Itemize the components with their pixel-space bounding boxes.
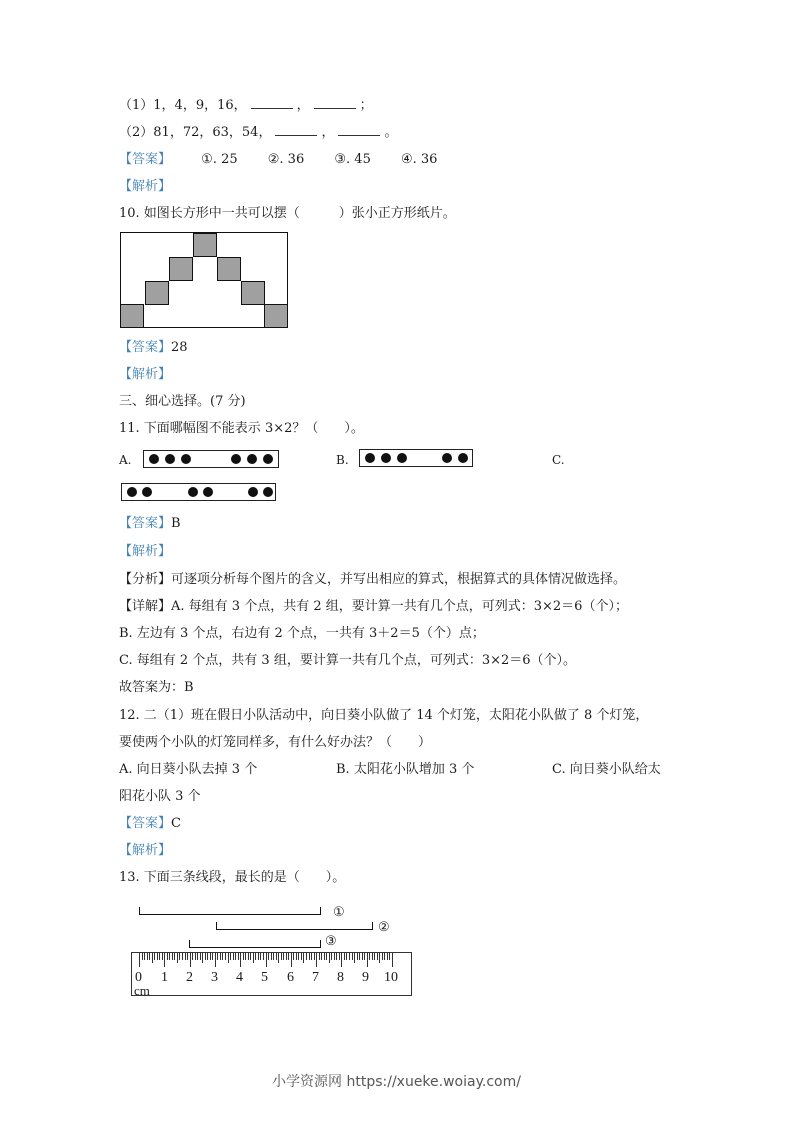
- ruler-tick: [382, 953, 383, 960]
- ruler-tick: [167, 953, 168, 960]
- ruler-number: 9: [362, 970, 369, 985]
- q11-fenxi: [119, 572, 626, 588]
- analysis-label: 【解析】: [119, 544, 172, 559]
- q11-xiangjie-c: C. 每组有 2 个点，共有 3 组，要计算一共有几个点，可列式：3×2＝6（个）。: [119, 653, 577, 668]
- ruler-tick: [359, 953, 360, 960]
- analysis-label: 【解析】: [119, 367, 172, 382]
- ruler-tick: [235, 953, 236, 960]
- ruler-number: 7: [312, 970, 319, 985]
- ruler-tick: [387, 953, 388, 960]
- q12-option-c-cont: 阳花小队 3 个: [119, 789, 201, 804]
- ruler-number: 0: [135, 970, 142, 985]
- q11-question: 11. 下面哪幅图不能表示 3×2？（ ）。: [119, 421, 364, 436]
- answer-value: B: [171, 516, 181, 531]
- ruler-tick: [276, 953, 277, 960]
- ruler-tick: [248, 953, 249, 960]
- dot: [263, 487, 273, 497]
- footer-watermark: 小学资源网 https://xueke.woiay.com/: [272, 1074, 521, 1090]
- q12-option-a: A. 向日葵小队去掉 3 个: [119, 762, 258, 777]
- shaded-square: [264, 304, 288, 328]
- q11-xiangjie-a: [119, 599, 628, 615]
- ruler-tick: [303, 953, 304, 963]
- ruler-tick: [296, 953, 297, 960]
- ruler-tick: [162, 953, 163, 960]
- ruler-tick: [369, 953, 370, 960]
- ruler-tick: [258, 953, 259, 960]
- answer-item: ①. 25: [201, 152, 238, 167]
- ruler-tick: [319, 953, 320, 960]
- q12-option-c: C. 向日葵小队给太: [552, 762, 661, 777]
- ruler-tick: [266, 953, 267, 967]
- q13-question: 13. 下面三条线段，最长的是（ ）。: [119, 870, 346, 885]
- ruler-tick: [192, 953, 193, 960]
- dot: [188, 487, 198, 497]
- ruler-tick: [185, 953, 186, 960]
- dot: [397, 453, 407, 463]
- ruler-tick: [372, 953, 373, 960]
- segment-1: [139, 907, 321, 915]
- analysis-label: 【解析】: [119, 843, 172, 858]
- ruler-tick: [243, 953, 244, 960]
- ruler-tick: [228, 953, 229, 963]
- ruler-tick: [217, 953, 218, 960]
- ruler-number: 6: [287, 970, 294, 985]
- ruler-tick: [253, 953, 254, 963]
- ruler-tick: [152, 953, 153, 963]
- ruler-tick: [281, 953, 282, 960]
- answer-label: 【答案】: [119, 816, 172, 831]
- ruler-tick: [271, 953, 272, 960]
- ruler-tick: [346, 953, 347, 960]
- dot: [365, 453, 375, 463]
- ruler-tick: [344, 953, 345, 960]
- ruler-tick: [139, 953, 140, 967]
- q9-line1: [119, 98, 373, 114]
- segment-1-label: ①: [333, 905, 345, 920]
- ruler-tick: [392, 953, 393, 967]
- answer-blank[interactable]: [251, 98, 293, 109]
- ruler-tick: [301, 953, 302, 960]
- ruler-tick: [190, 953, 191, 967]
- ruler-tick: [207, 953, 208, 960]
- ruler-tick: [334, 953, 335, 960]
- ruler-tick: [336, 953, 337, 960]
- ruler-tick: [195, 953, 196, 960]
- ruler-tick: [172, 953, 173, 960]
- segment-3: [189, 940, 321, 948]
- ruler-tick: [144, 953, 145, 960]
- answer-item: ④. 36: [400, 152, 438, 167]
- ruler-tick: [377, 953, 378, 960]
- ruler-number: 1: [161, 970, 168, 985]
- ruler-unit: cm: [134, 983, 150, 998]
- ruler-tick: [316, 953, 317, 967]
- separator: ，: [296, 98, 310, 113]
- ruler-tick: [154, 953, 155, 960]
- ruler-tick: [187, 953, 188, 960]
- ruler-tick: [389, 953, 390, 960]
- ruler-tick: [339, 953, 340, 960]
- dot: [263, 454, 273, 464]
- ruler-number: 8: [337, 970, 344, 985]
- q11-conclusion: 故答案为：B: [119, 680, 194, 695]
- ruler-tick: [164, 953, 165, 967]
- ruler-tick: [197, 953, 198, 960]
- answer-label: 【答案】: [119, 340, 172, 355]
- ruler-tick: [250, 953, 251, 960]
- ruler-tick: [384, 953, 385, 960]
- option-c-dots: [121, 483, 276, 501]
- q11-xiangjie-b: B. 左边有 3 个点，右边有 2 个点，一共有 3＋2＝5（个）点；: [119, 626, 485, 641]
- ruler-tick: [230, 953, 231, 960]
- shaded-square: [145, 281, 169, 305]
- dot: [458, 453, 468, 463]
- ruler-tick: [283, 953, 284, 960]
- xiangjie-a-text: A. 每组有 3 个点，共有 2 组，要计算一共有几个点，可列式：3×2＝6（个）；: [171, 599, 628, 614]
- ruler-tick: [273, 953, 274, 960]
- dot: [442, 453, 452, 463]
- ruler-tick: [169, 953, 170, 960]
- ruler-tick: [222, 953, 223, 960]
- ruler-tick: [326, 953, 327, 960]
- ruler-number: 3: [211, 970, 218, 985]
- q9-line2: [119, 125, 397, 141]
- dot: [181, 454, 191, 464]
- analysis-label: 【解析】: [119, 179, 172, 194]
- ruler-number: 10: [384, 970, 398, 985]
- ruler-tick: [293, 953, 294, 960]
- option-b-letter: B.: [336, 453, 349, 467]
- ruler-tick: [210, 953, 211, 960]
- ruler-tick: [288, 953, 289, 960]
- option-b-dots: [359, 449, 473, 467]
- option-c-letter: C.: [552, 453, 565, 467]
- q9-line2-text: （2）81，72，63，54，: [119, 125, 272, 140]
- ruler-tick: [309, 953, 310, 960]
- dot: [127, 487, 137, 497]
- ruler-tick: [321, 953, 322, 960]
- ruler-tick: [362, 953, 363, 960]
- answer-value: C: [171, 816, 181, 831]
- separator: ，: [321, 125, 335, 140]
- q10-question: 10. 如图长方形中一共可以摆（ ）张小正方形纸片。: [119, 206, 456, 221]
- fenxi-text: 可逐项分析每个图片的含义，并写出相应的算式，根据算式的具体情况做选择。: [171, 572, 627, 587]
- ruler-tick: [324, 953, 325, 960]
- ruler-tick: [311, 953, 312, 960]
- ruler-tick: [147, 953, 148, 960]
- segment-2-label: ②: [378, 920, 390, 935]
- q9-line1-text: （1）1，4，9，16，: [119, 98, 247, 113]
- ruler-tick: [331, 953, 332, 960]
- ruler-tick: [149, 953, 150, 960]
- dot: [165, 454, 175, 464]
- ruler-tick: [314, 953, 315, 960]
- ruler-tick: [205, 953, 206, 960]
- q12-answer-row: [119, 816, 181, 832]
- ruler-tick: [233, 953, 234, 960]
- ruler-tick: [291, 953, 292, 967]
- ruler-number: 5: [261, 970, 268, 985]
- q12-option-b: B. 太阳花小队增加 3 个: [336, 762, 475, 777]
- ruler-tick: [286, 953, 287, 960]
- shaded-square: [120, 304, 144, 328]
- ruler-tick: [157, 953, 158, 960]
- answer-blank[interactable]: [275, 125, 317, 136]
- ruler-number: 4: [236, 970, 243, 985]
- dot: [231, 454, 241, 464]
- q12-question-line2: 要使两个小队的灯笼同样多，有什么好办法？（ ）: [119, 735, 432, 750]
- ruler-tick: [260, 953, 261, 960]
- q10-answer-row: [119, 340, 188, 356]
- ruler-tick: [357, 953, 358, 960]
- answer-item: ③. 45: [334, 152, 371, 167]
- ruler-tick: [364, 953, 365, 960]
- ruler-tick: [159, 953, 160, 960]
- ruler-tick: [215, 953, 216, 967]
- line-end: ；: [359, 98, 373, 113]
- ruler-tick: [255, 953, 256, 960]
- ruler-tick: [268, 953, 269, 960]
- ruler-tick: [182, 953, 183, 960]
- ruler-tick: [142, 953, 143, 960]
- rectangle-figure: [120, 232, 288, 328]
- ruler-tick: [200, 953, 201, 960]
- ruler-number: 2: [186, 970, 193, 985]
- q9-answer-row: [119, 152, 437, 168]
- xiangjie-label: 【详解】: [119, 599, 172, 614]
- answer-label: 【答案】: [119, 152, 172, 167]
- shaded-square: [241, 281, 265, 305]
- ruler-tick: [202, 953, 203, 963]
- option-a-letter: A.: [119, 453, 132, 467]
- fenxi-label: 【分析】: [119, 572, 172, 587]
- dot: [247, 454, 257, 464]
- shaded-square: [169, 257, 193, 281]
- ruler-tick: [329, 953, 330, 963]
- ruler-tick: [298, 953, 299, 960]
- ruler-tick: [220, 953, 221, 960]
- ruler-tick: [263, 953, 264, 960]
- shaded-square: [193, 233, 217, 257]
- q11-answer-row: [119, 516, 181, 532]
- answer-label: 【答案】: [119, 516, 172, 531]
- ruler-tick: [240, 953, 241, 967]
- ruler-tick: [238, 953, 239, 960]
- dot: [149, 454, 159, 464]
- ruler-tick: [225, 953, 226, 960]
- answer-value: 28: [171, 340, 188, 355]
- dot: [248, 487, 258, 497]
- ruler-tick: [174, 953, 175, 960]
- option-a-dots: [143, 450, 279, 468]
- segment-3-label: ③: [325, 934, 337, 949]
- ruler-tick: [349, 953, 350, 960]
- shaded-square: [217, 257, 241, 281]
- answer-blank[interactable]: [314, 98, 356, 109]
- ruler-tick: [374, 953, 375, 960]
- answer-blank[interactable]: [338, 125, 380, 136]
- section-title: 三、细心选择。(7 分): [119, 394, 246, 409]
- ruler-tick: [245, 953, 246, 960]
- dot: [381, 453, 391, 463]
- ruler-tick: [352, 953, 353, 960]
- ruler-tick: [354, 953, 355, 963]
- segment-2: [216, 922, 373, 930]
- ruler-tick: [367, 953, 368, 967]
- line-end: 。: [384, 125, 398, 140]
- answer-item: ②. 36: [267, 152, 305, 167]
- dot: [142, 487, 152, 497]
- ruler-tick: [379, 953, 380, 963]
- dot: [203, 487, 213, 497]
- ruler: [131, 952, 412, 996]
- q12-question-line1: 12. 二（1）班在假日小队活动中，向日葵小队做了 14 个灯笼，太阳花小队做了 8 个灯笼，: [119, 708, 649, 723]
- ruler-tick: [278, 953, 279, 963]
- ruler-tick: [179, 953, 180, 960]
- ruler-tick: [306, 953, 307, 960]
- ruler-tick: [212, 953, 213, 960]
- ruler-tick: [341, 953, 342, 967]
- ruler-tick: [177, 953, 178, 963]
